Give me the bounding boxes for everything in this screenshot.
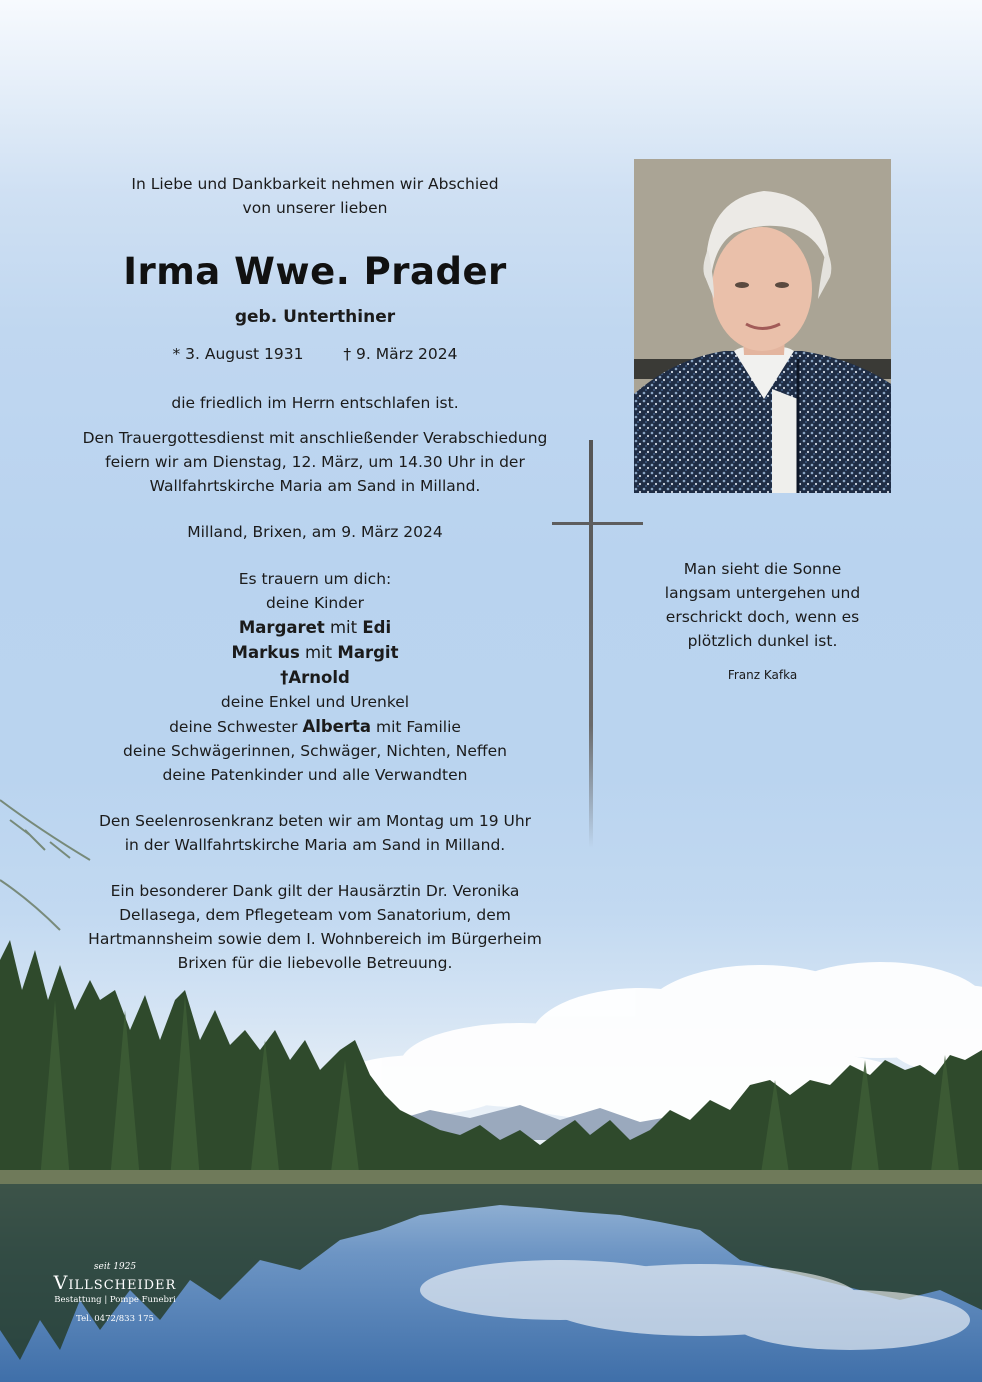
text-column xyxy=(70,0,560,1000)
child-3: †Arnold xyxy=(280,668,350,687)
sister-name: Alberta xyxy=(302,717,372,736)
inlaws-line: deine Schwägerinnen, Schwäger, Nichten, Neffen xyxy=(123,742,507,760)
child-2-mit: mit xyxy=(305,643,333,662)
quote-author: Franz Kafka xyxy=(727,668,798,682)
portrait-photo xyxy=(634,159,891,493)
intro-line-1: In Liebe und Dankbarkeit nehmen wir Abschied xyxy=(131,175,499,193)
quote-line-3: erschrickt doch, wenn es xyxy=(665,608,860,626)
children-label: deine Kinder xyxy=(265,594,364,612)
child-1 xyxy=(70,616,560,640)
cross-horizontal xyxy=(552,522,643,525)
grandchildren: deine Enkel und Urenkel xyxy=(220,693,410,711)
godchildren-line: deine Patenkinder und alle Verwandten xyxy=(162,766,468,784)
place-date: Milland, Brixen, am 9. März 2024 xyxy=(187,523,443,541)
service-line-2: feiern wir am Dienstag, 12. März, um 14.30 Uhr in der xyxy=(105,453,525,471)
child-1-partner: Edi xyxy=(362,618,392,637)
cross-vertical xyxy=(589,440,593,848)
quote-line-2: langsam untergehen und xyxy=(664,584,861,602)
passed-line: die friedlich im Herrn entschlafen ist. xyxy=(171,394,459,412)
logo-since: seit 1925 xyxy=(93,1262,137,1272)
thanks-line-2: Dellasega, dem Pflegeteam vom Sanatorium, dem xyxy=(119,906,511,924)
mourners-heading: Es trauern um dich: xyxy=(238,570,392,588)
child-2-name: Markus xyxy=(231,643,300,662)
quote xyxy=(640,557,885,653)
logo-brand: Villscheider xyxy=(53,1272,177,1294)
thanks-line-3: Hartmannsheim sowie dem I. Wohnbereich im Bürgerheim xyxy=(88,930,542,948)
child-1-mit: mit xyxy=(329,618,358,637)
birth-name: geb. Unterthiner xyxy=(234,307,396,327)
logo-phone: Tel. 0472/833 175 xyxy=(76,1314,154,1324)
shoreline xyxy=(0,1170,982,1186)
logo-tagline: Bestattung | Pompe Funebri xyxy=(54,1295,176,1305)
life-dates xyxy=(70,342,560,366)
rosary-line-2: in der Wallfahrtskirche Maria am Sand in Milland. xyxy=(124,836,506,854)
child-2-partner: Margit xyxy=(337,643,399,662)
sister-pre: deine Schwester xyxy=(169,718,298,736)
sister-post: mit Familie xyxy=(375,718,461,736)
thanks-line-1: Ein besonderer Dank gilt der Hausärztin Dr. Veronika xyxy=(110,882,520,900)
thanks-line-4: Brixen für die liebevolle Betreuung. xyxy=(177,954,453,972)
quote-line-4: plötzlich dunkel ist. xyxy=(687,632,838,650)
deceased-name: Irma Wwe. Prader xyxy=(123,250,507,293)
sister-line xyxy=(70,715,560,739)
service-line-3: Wallfahrtskirche Maria am Sand in Milland. xyxy=(149,477,481,495)
funeral-home-logo xyxy=(30,1262,200,1326)
quote-line-1: Man sieht die Sonne xyxy=(683,560,842,578)
service-line-1: Den Trauergottesdienst mit anschließender Verabschiedung xyxy=(82,429,548,447)
intro-line-2: von unserer lieben xyxy=(242,199,388,217)
birth-date: * 3. August 1931 xyxy=(172,345,304,363)
child-1-name: Margaret xyxy=(238,618,325,637)
child-2 xyxy=(70,641,560,665)
rosary-line-1: Den Seelenrosenkranz beten wir am Montag um 19 Uhr xyxy=(98,812,532,830)
death-date: † 9. März 2024 xyxy=(343,345,458,363)
